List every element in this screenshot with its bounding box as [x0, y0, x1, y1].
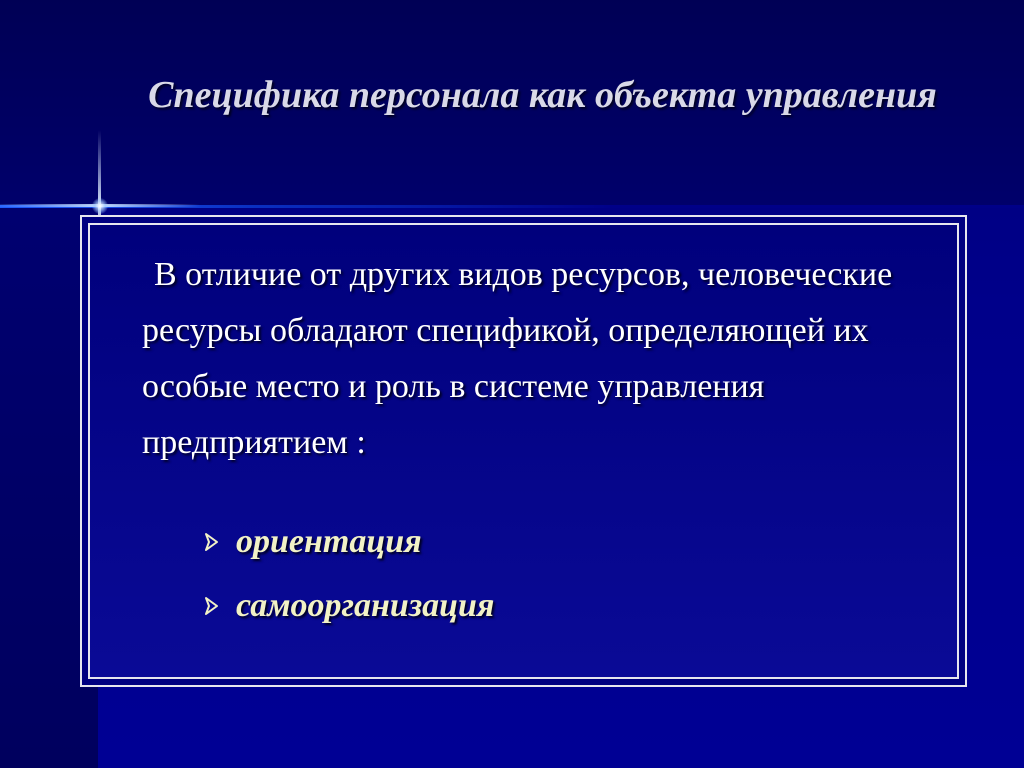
bullet-item-self-organization [202, 587, 494, 625]
arrow-bullet-icon [202, 531, 224, 553]
content-frame-inner [88, 223, 959, 679]
slide-title: Специфика персонала как объекта управления [148, 74, 937, 116]
body-paragraph: В отличие от других видов ресурсов, человеческие ресурсы обладают спецификой, определяющей их особые место и роль в системе управления предприятием : [142, 256, 893, 461]
content-frame [80, 215, 967, 687]
bullet-label: ориентация [236, 523, 422, 560]
sparkle-star-icon [92, 198, 108, 214]
arrow-bullet-icon [202, 595, 224, 617]
bullet-label: самоорганизация [236, 587, 495, 624]
bullet-item-orientation [202, 523, 422, 561]
